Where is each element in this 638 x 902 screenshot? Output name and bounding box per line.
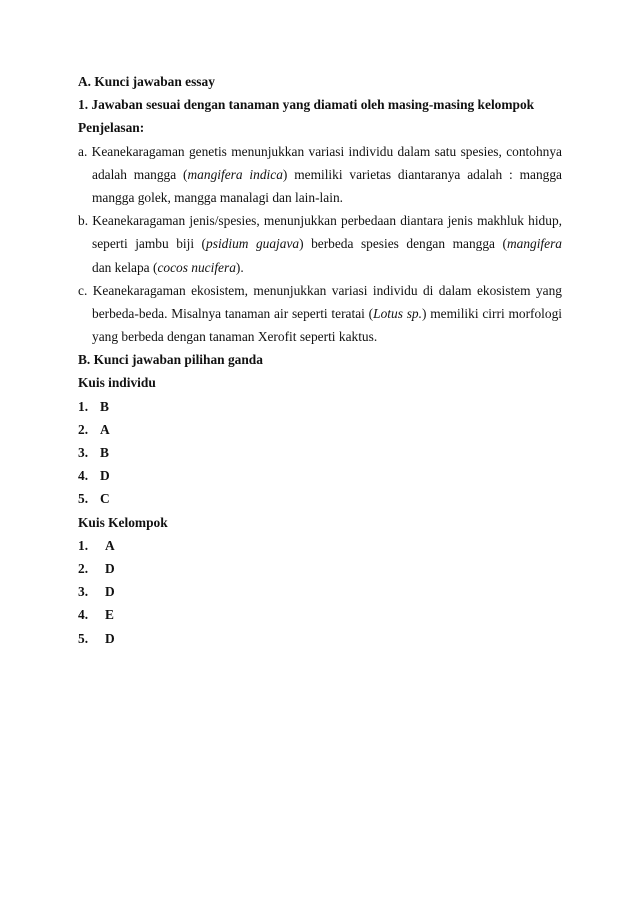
section-a-heading: A. Kunci jawaban essay	[78, 74, 215, 89]
item-b-line-2: seperti jambu biji (psidium guajava) berbeda spesies dengan mangga (mangifera	[92, 236, 562, 252]
individual-answer: 5. C	[78, 491, 110, 507]
section-b-heading: B. Kunci jawaban pilihan ganda	[78, 352, 263, 368]
group-answer: 1. A	[78, 537, 115, 553]
document-page	[78, 70, 562, 650]
item-a-marker: a.	[78, 143, 88, 159]
individual-answer: 4. D	[78, 468, 110, 484]
group-answer: 5. D	[78, 630, 115, 646]
item-b-line-1: b. Keanekaragaman jenis/spesies, menunjukkan perbedaan diantara jenis makhluk hidup,	[78, 213, 562, 229]
individual-answer: 2. A	[78, 421, 110, 437]
individual-answer: 3. B	[78, 445, 109, 460]
item-c-marker: c.	[78, 282, 88, 298]
group-answer: 2. D	[78, 560, 115, 576]
item-c-line-1: c. Keanekaragaman ekosistem, menunjukkan variasi individu di dalam ekosistem yang	[78, 282, 562, 298]
item-b-line-3: dan kelapa (cocos nucifera).	[92, 259, 244, 275]
group-answer: 3. D	[78, 584, 115, 600]
individual-quiz-title: Kuis individu	[78, 375, 156, 391]
item-a-line-2: adalah mangga (mangifera indica) memiliki varietas diantaranya adalah : mangga	[92, 166, 562, 182]
item-c-line-3: yang berbeda dengan tanaman Xerofit seperti kaktus.	[92, 329, 378, 345]
item-c-line-2: berbeda-beda. Misalnya tanaman air seperti teratai (Lotus sp.) memiliki cirri morfologi	[92, 305, 562, 321]
explanation-label: Penjelasan:	[78, 120, 145, 136]
item-a-line-1: a. Keanekaragaman genetis menunjukkan variasi individu dalam satu spesies, contohnya	[78, 143, 562, 159]
group-quiz-title: Kuis Kelompok	[78, 514, 168, 530]
question-1-answer: 1. Jawaban sesuai dengan tanaman yang diamati oleh masing-masing kelompok	[78, 97, 535, 113]
group-answer: 4. E	[78, 607, 114, 623]
item-b-marker: b.	[78, 213, 89, 229]
item-a-line-3: mangga golek, mangga manalagi dan lain-lain.	[92, 189, 343, 205]
individual-answer: 1. B	[78, 398, 109, 414]
